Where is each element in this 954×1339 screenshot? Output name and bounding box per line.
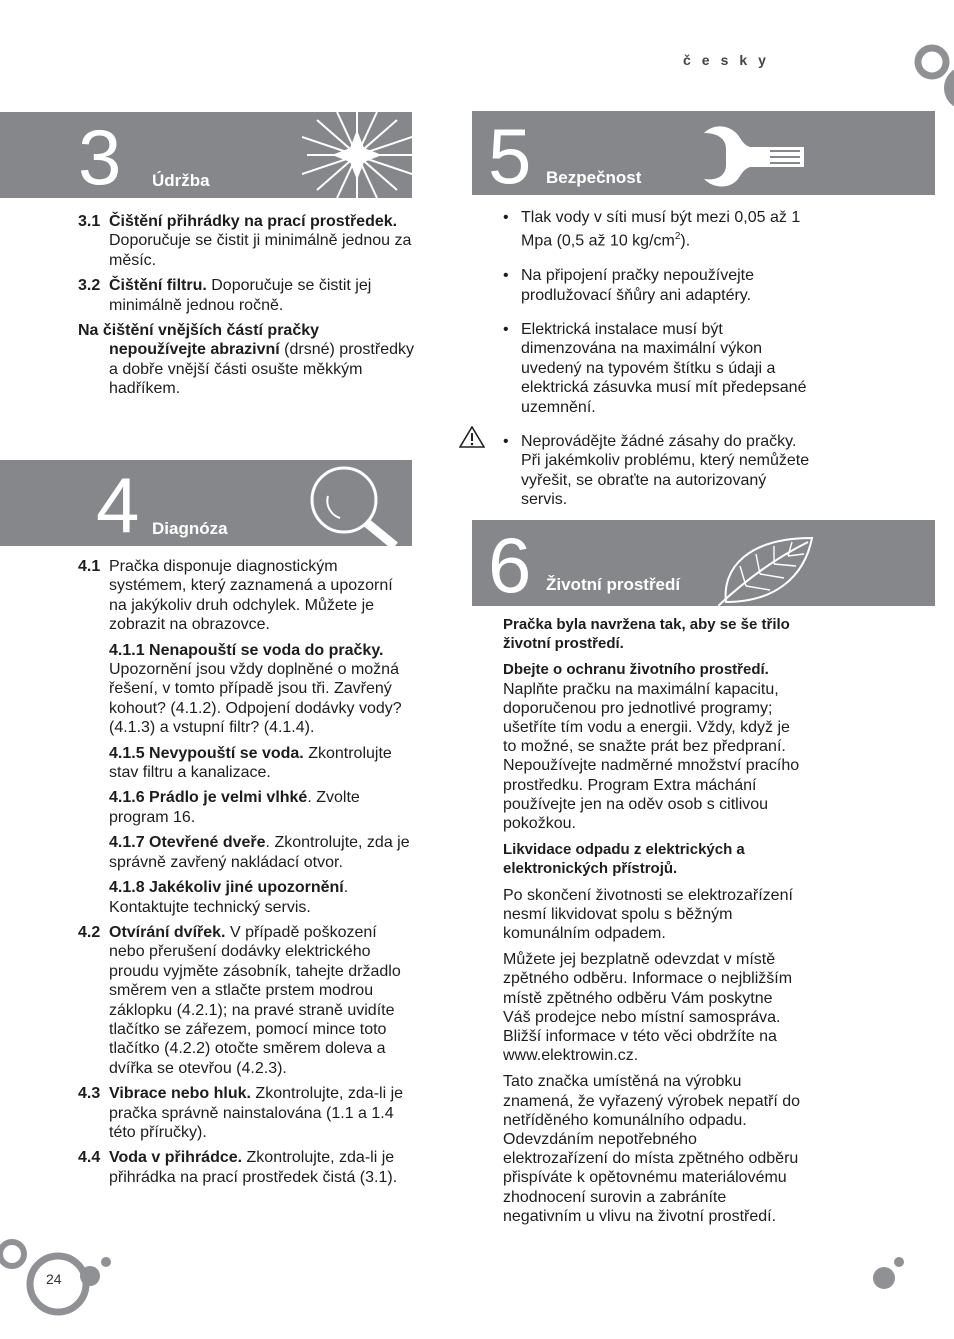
item-3-2: [78, 276, 414, 315]
magnifier-icon: [300, 460, 412, 546]
env-intro: Pračka byla navržena tak, aby se še třilo životní prostředí.: [503, 616, 790, 653]
bullet-text: Tlak vody v síti musí být mezi 0,05 až 1 Mpa (0,5 až 10 kg/cm: [521, 209, 801, 250]
section-3-number: 3: [78, 113, 122, 198]
subitem-text: . Zkontrolujte, zda je správně zavřený nakládací otvor.: [109, 834, 410, 871]
item-text: Zkontrolujte, zda-li je přihrádka na prací prostředek čistá (3.1).: [109, 1149, 398, 1186]
diagnosis-content: [78, 557, 414, 1193]
item-heading: Otvírání dvířek.: [109, 923, 226, 941]
subitem-text: . Zvolte program 16.: [109, 789, 360, 826]
section-4-title: Diagnóza: [152, 519, 228, 538]
environment-content: [503, 615, 803, 1233]
page-number: 24: [46, 1271, 62, 1287]
env-protection-text: Naplňte pračku na maximální kapacitu, doporučenou pro jednotlivé programy; ušetříte tím vodu a energii. Vždy, když je to možné, se snažte prát bez předpraní. Nepoužívejte nadměrné množství pracího prostředku. Program Extra máchání používejte jen na oděv osob s citlivou pokožkou.: [503, 680, 800, 833]
sparkle-icon: [302, 112, 412, 198]
subitem-4-1-7: [78, 833, 414, 872]
bullet-text: Na připojení pračky nepoužívejte prodlužovací šňůry ani adaptéry.: [521, 267, 755, 304]
bullet-text: Neprovádějte žádné zásahy do pračky. Při jakémkoliv problému, který nemůžete vyřešit, se obraťte na autorizovaný servis.: [521, 432, 810, 509]
section-4-number: 4: [96, 461, 140, 546]
subitem-heading: 4.1.1 Nenapouští se voda do pračky.: [109, 641, 384, 659]
weee-heading: Likvidace odpadu z elektrických a elektronických přístrojů.: [503, 841, 745, 878]
item-4-4: [78, 1148, 414, 1187]
safety-content: [503, 208, 813, 525]
weee-paragraph-2: Můžete jej bezplatně odevzdat v místě zpětného odběru. Informace o nejbližším místě zpětného odběru Vám poskytne Váš prodejce nebo místní samospráva. Bližší informace v této věci obdržíte na www.elektrowin.cz.: [503, 951, 793, 1065]
subitem-text: . Kontaktujte technický servis.: [109, 879, 349, 916]
item-heading: Čištění filtru.: [109, 277, 207, 295]
subitem-4-1-5: [78, 744, 414, 783]
section-6-number: 6: [488, 521, 532, 606]
item-4-2: [78, 923, 414, 1078]
item-number: 3.2: [78, 277, 101, 295]
item-text: Doporučuje se čistit ji minimálně jednou za měsíc.: [109, 232, 412, 269]
note-emphasis: nepoužívejte abrazivní: [109, 341, 280, 359]
item-text: Doporučuje se čistit jej minimálně jednou ročně.: [109, 277, 372, 314]
subitem-text: Zkontrolujte stav filtru a kanalizace.: [109, 744, 392, 782]
section-3-header: [0, 112, 412, 198]
maintenance-content: [78, 212, 414, 405]
item-4-1: [78, 557, 414, 635]
subitem-heading: 4.1.8 Jakékoliv jiné upozornění: [109, 879, 344, 897]
wrench-icon: [700, 125, 810, 187]
item-text: Pračka disponuje diagnostickým systémem, který zaznamená a upozorní na jakýkoliv druh odchylek. Můžete je zobrazit na obrazovce.: [109, 558, 393, 634]
superscript: 2: [674, 231, 681, 243]
item-heading: Vibrace nebo hluk.: [109, 1085, 251, 1103]
safety-bullet-4: [503, 432, 813, 510]
warning-icon: [459, 426, 485, 448]
item-text: V případě poškození nebo přerušení dodávky elektrického proudu vyjměte zásobník, tahejte držadlo směrem ven a stlačte prstem modrou záklopku (4.2.1); na pravé straně uvidíte tlačítko se zářezem, pomocí mince toto tlačítko (4.2.2) otočte směrem doleva a dvířka se otevřou (4.2.3).: [109, 923, 401, 1077]
section-5-number: 5: [488, 112, 532, 195]
subitem-heading: 4.1.7 Otevřené dveře: [109, 834, 266, 852]
bullet-marker: •: [503, 267, 509, 285]
decorative-circles-top: [908, 40, 954, 112]
item-number: 4.2: [78, 923, 101, 941]
section-4-header: [0, 460, 412, 546]
item-number: 4.4: [78, 1149, 101, 1167]
bullet-marker: •: [503, 432, 509, 450]
item-number: 4.3: [78, 1085, 101, 1103]
leaf-icon: [718, 528, 818, 606]
item-number: 4.1: [78, 558, 101, 575]
note-text: (drsné) prostředky a dobře vnější části osušte měkkým hadříkem.: [109, 341, 414, 398]
bullet-text-end: ).: [680, 232, 691, 250]
bullet-marker: •: [503, 320, 509, 338]
weee-paragraph-1: Po skončení životnosti se elektrozařízení nesmí likvidovat spolu s běžným komunálním odpadem.: [503, 886, 793, 943]
item-3-1: [78, 212, 414, 270]
env-protection-heading: Dbejte o ochranu životního prostředí.: [503, 661, 769, 679]
section-5-title: Bezpečnost: [546, 168, 642, 187]
subitem-text: Upozornění jsou vždy doplněné o možná řešení, v tomto případě jsou tři. Zavřený kohout? (4.1.2). Odpojení dodávky vody? (4.1.3) a vstupní filtr? (4.1.4).: [109, 661, 402, 737]
safety-bullet-3: [503, 320, 813, 417]
item-text: Zkontrolujte, zda-li je pračka správně nainstalována (1.1 a 1.4 této příručky).: [109, 1085, 404, 1141]
section-3-title: Údržba: [152, 171, 210, 190]
section-5-header: [472, 111, 935, 195]
language-label: česky: [683, 52, 777, 68]
subitem-4-1-1: [78, 641, 414, 738]
item-heading: Čištění přihrádky na prací prostředek.: [109, 213, 398, 230]
safety-bullet-1: [503, 208, 813, 251]
exterior-cleaning-note: [78, 321, 414, 399]
subitem-heading: 4.1.6 Prádlo je velmi vlhké: [109, 789, 308, 807]
subitem-heading: 4.1.5 Nevypouští se voda.: [109, 744, 304, 762]
subitem-4-1-8: [78, 878, 414, 917]
item-number: 3.1: [78, 213, 101, 230]
env-protection: [503, 660, 803, 833]
section-6-title: Životní prostředí: [546, 575, 681, 594]
weee-paragraph-3: Tato značka umístěná na výrobku znamená, že vyřazený výrobek nepatří do netříděného komunálního odpadu. Odevzdáním nepotřebného elektrozařízení do místa zpětného odběru přispíváte k opětovnému materiálovému zhodnocení surovin a zabráníte negativním u vlivu na životní prostředí.: [503, 1073, 801, 1225]
decorative-dots-bottom-right: [866, 1252, 910, 1292]
subitem-4-1-6: [78, 788, 414, 827]
bullet-marker: •: [503, 209, 509, 226]
section-6-header: [472, 520, 935, 606]
item-heading: Voda v přihrádce.: [109, 1149, 243, 1167]
bullet-text: Elektrická instalace musí být dimenzována na maximální výkon uvedený na typovém štítku s údaji a elektrická zásuvka musí mít předepsané uzemnění.: [521, 320, 807, 416]
item-4-3: [78, 1084, 414, 1142]
safety-bullet-2: [503, 266, 813, 305]
note-heading: Na čištění vnějších částí pračky: [78, 322, 320, 340]
